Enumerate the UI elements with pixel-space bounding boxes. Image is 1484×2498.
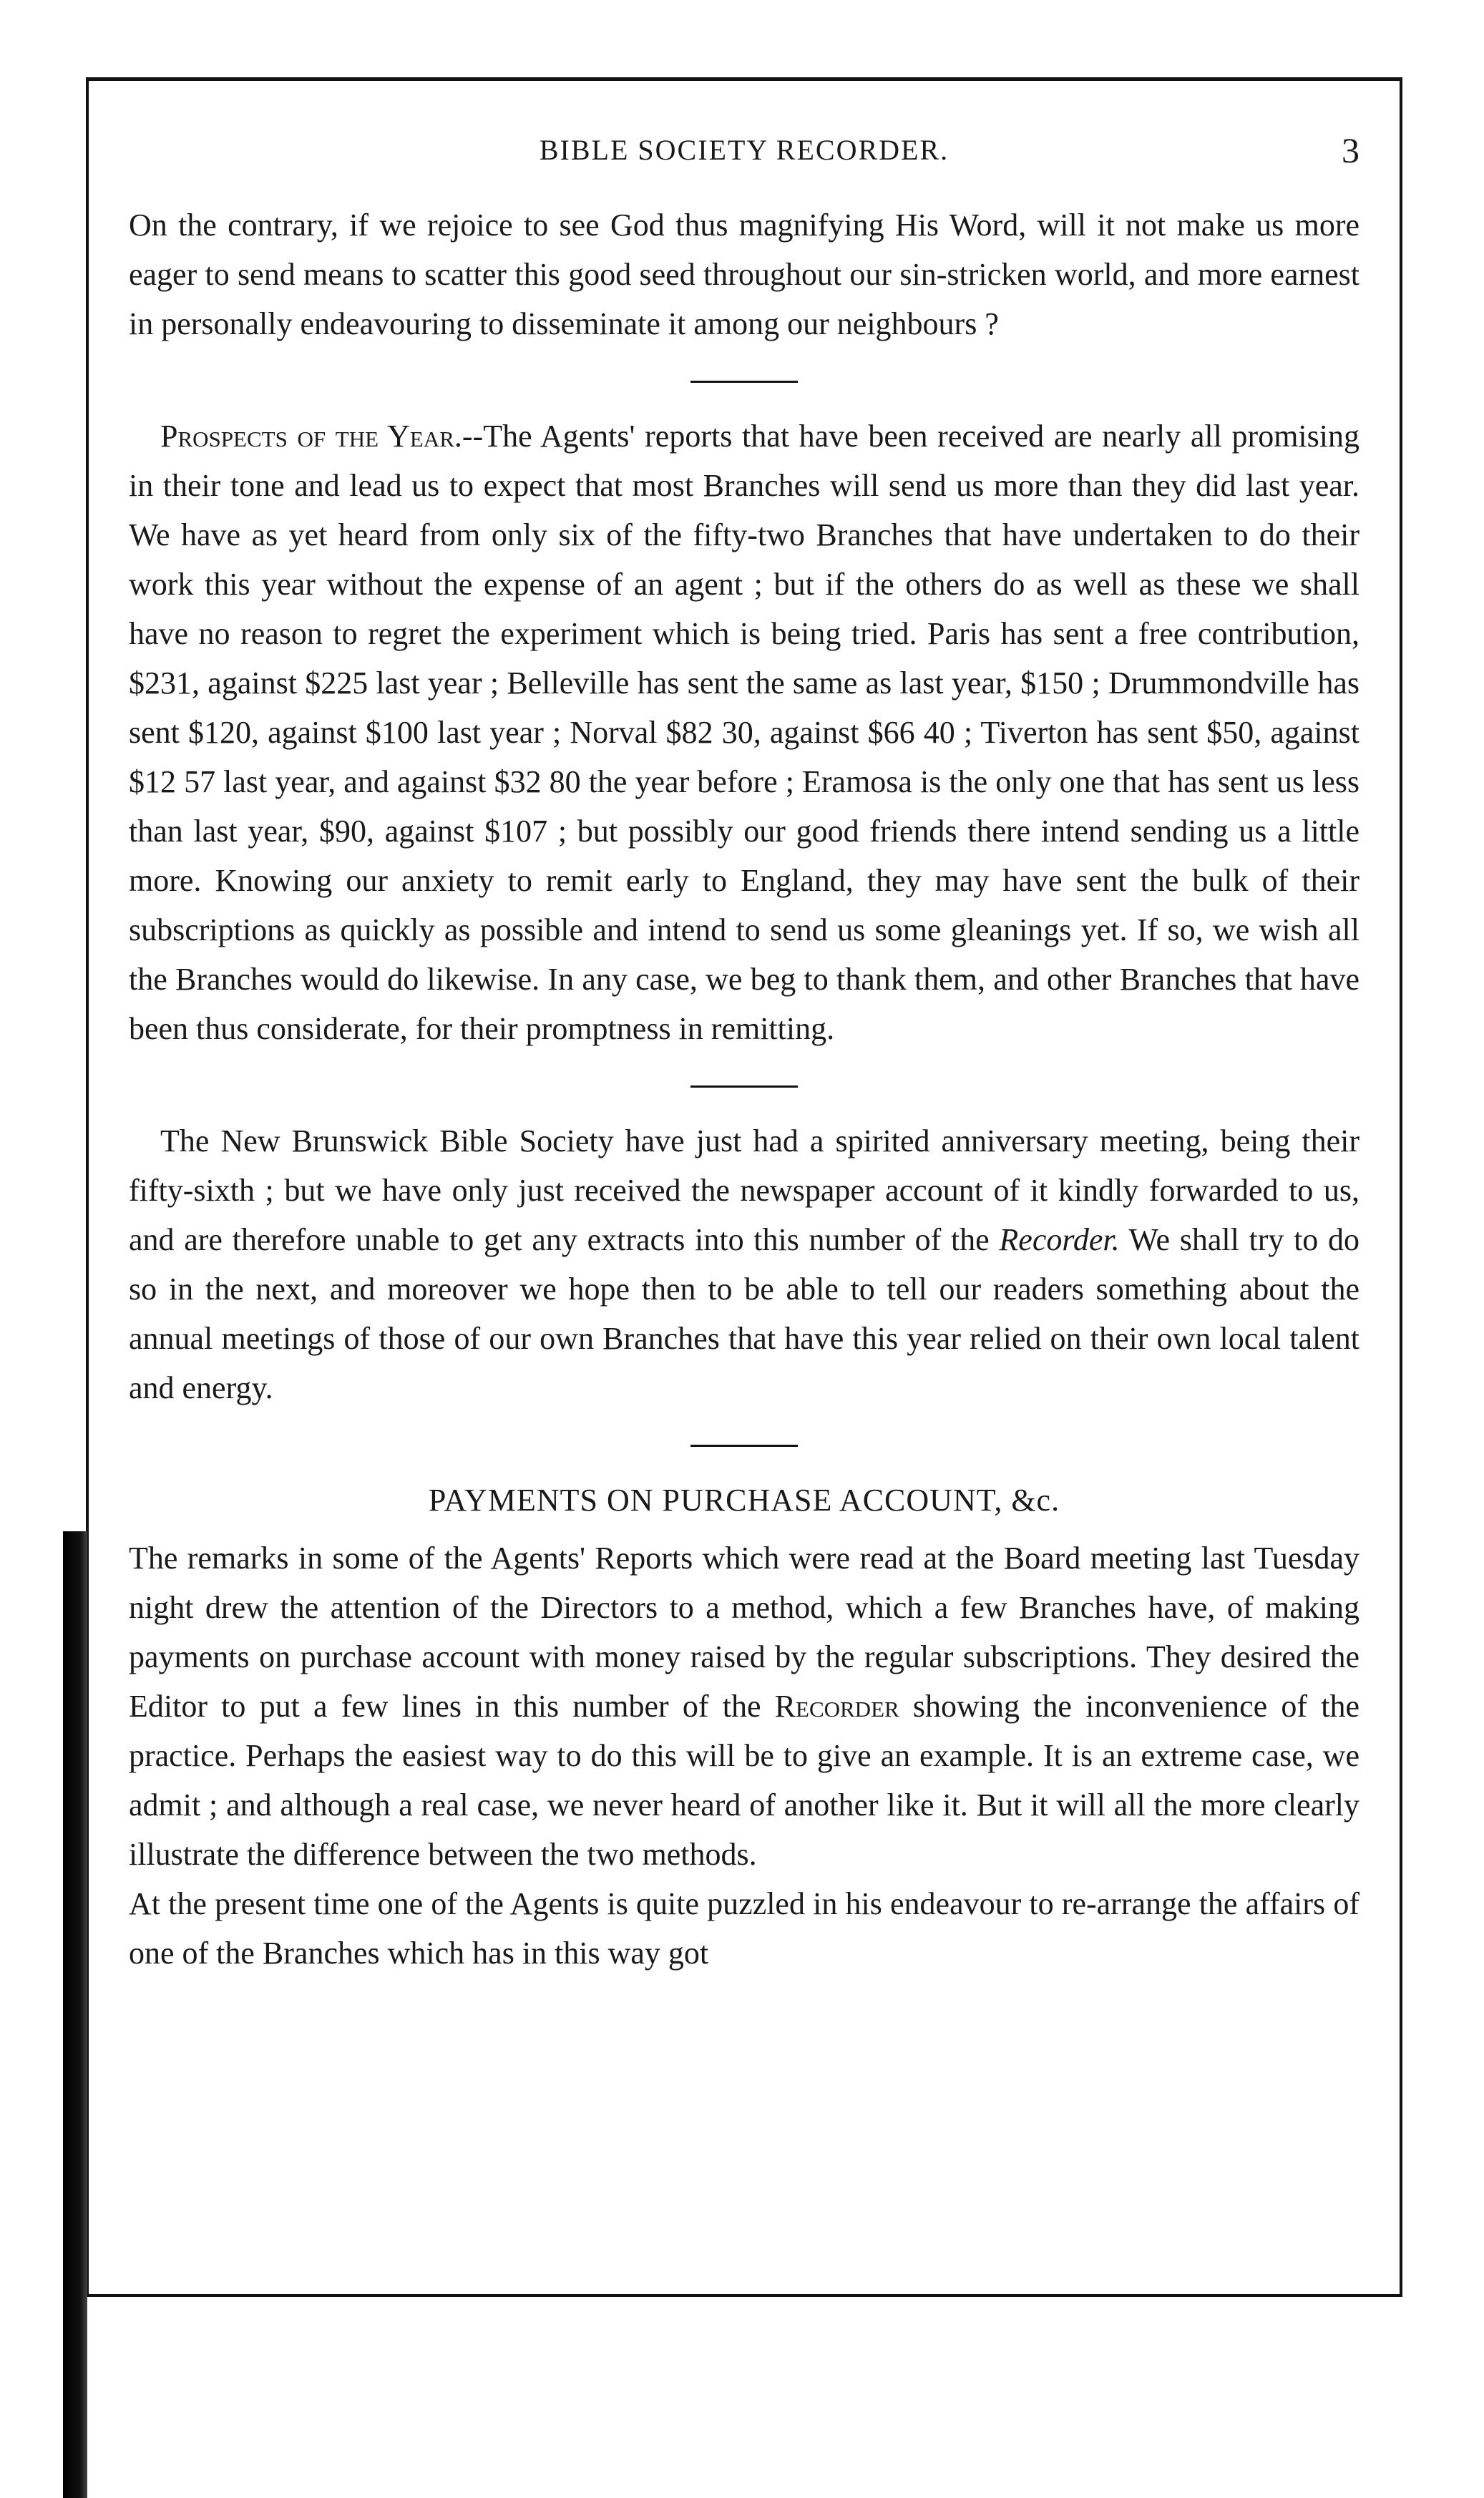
running-title: BIBLE SOCIETY RECORDER. (539, 134, 950, 166)
page-frame-bottom-border (86, 2294, 1402, 2297)
paragraph-present-time: At the present time one of the Agents is quite puzzled in his endeavour to re-arrange the affairs of one of the Branches which has in this way got (129, 1886, 1359, 1971)
prospects-lead-in: Prospects of the Year. (160, 419, 462, 454)
payments-text-before: The remarks in some of the Agents' Reports which were read at the Board meeting last Tuesday night drew the attention of the Directors to a method, which a few Branches have, of making payments on purchase account with money raised by the regular subscriptions. They desired the Editor to put a few lines in this number of the (129, 1541, 1359, 1724)
payments-text-after: showing the inconvenience of the practice. Perhaps the easiest way to do this will be to give an example. It is an extreme case, we admit ; and although a real case, we never heard of another like it. But it will all the more clearly illustrate the difference between the two methods. (129, 1689, 1359, 1872)
page-frame-right-border (1400, 77, 1402, 2295)
paragraph-new-brunswick (129, 1116, 1359, 1413)
new-brunswick-text-before: The New Brunswick Bible Society have just had a spirited anniversary meeting, being their fifty-sixth ; but we have only just received the newspaper account of it kindly forwarded to us, and are therefore unable to get any extracts into this number of the (129, 1123, 1359, 1257)
section-divider (690, 1445, 798, 1447)
paragraph-prospects-of-the-year (129, 411, 1359, 1053)
page-content (129, 200, 1359, 1978)
section-divider (690, 381, 798, 383)
prospects-body: --The Agents' reports that have been received are nearly all promising in their tone and lead us to expect that most Branches will send us more than they did last year. We have as yet heard from only six of the fifty-two Branches that have undertaken to do their work this year without the expense of an agent ; but if the others do as well as these we shall have no reason to regret the experiment which is being tried. Paris has sent a free contribution, $231, against $225 last year ; Belleville has sent the same as last year, $150 ; Drummondville has sent $120, against $100 last year ; Norval $82 30, against $66 40 ; Tiverton has sent $50, against $12 57 last year, and against $32 80 the year before ; Eramosa is the only one that has sent us less than last year, $90, against $107 ; but possibly our good friends there intend sending us a little more. Knowing our anxiety to remit early to England, they may have sent the bulk of their subscriptions as quickly as possible and intend to send us some gleanings yet. If so, we wish all the Branches would do likewise. In any case, we beg to thank them, and other Branches that have been thus considerate, for their promptness in remitting. (129, 419, 1359, 1046)
recorder-title-italic: Recorder. (999, 1222, 1120, 1257)
page-number: 3 (1342, 130, 1359, 170)
page-frame-top-border (86, 77, 1402, 81)
section-heading-payments: PAYMENTS ON PURCHASE ACCOUNT, &c. (428, 1483, 1060, 1518)
new-brunswick-text-after: We shall try to do so in the next, and moreover we hope then to be able to tell our readers something about the annual meetings of those of our own Branches that have this year relied on their own local talent and energy. (129, 1222, 1359, 1405)
binding-spine-shadow (63, 1531, 87, 2498)
recorder-title-smallcaps: Recorder (774, 1689, 899, 1724)
running-head (129, 129, 1359, 172)
paragraph-payments-remarks (129, 1533, 1359, 1879)
section-divider (690, 1085, 798, 1088)
paragraph-contrary: On the contrary, if we rejoice to see God thus magnifying His Word, will it not make us more eager to send means to scatter this good seed throughout our sin-stricken world, and more earnest in personally endeavouring to disseminate it among our neighbours ? (129, 208, 1359, 341)
